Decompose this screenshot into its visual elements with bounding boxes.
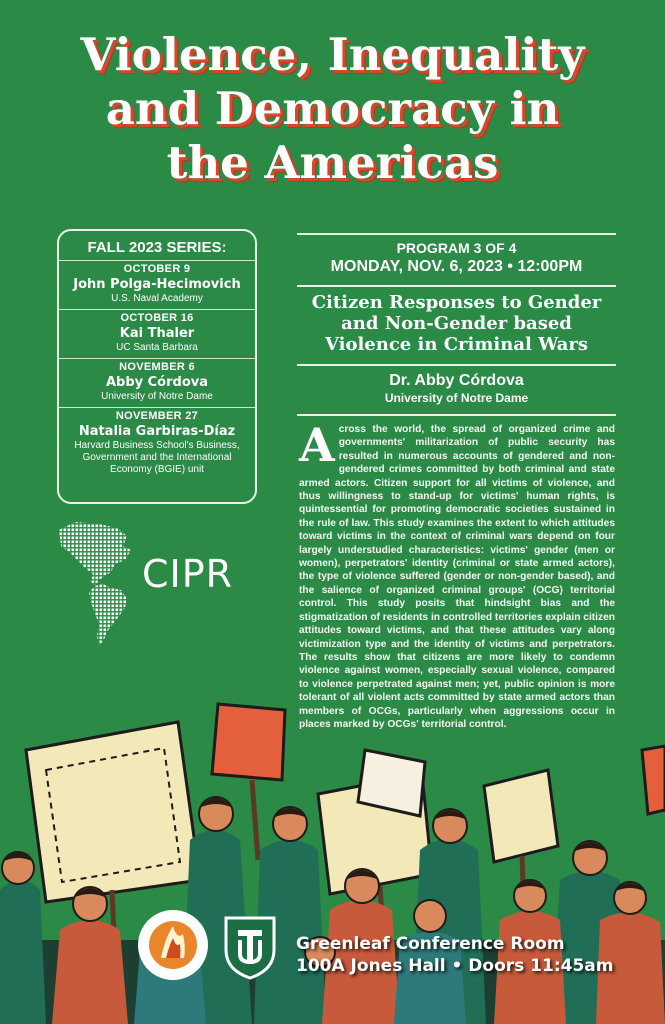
series-date: OCTOBER 16 [120, 312, 194, 324]
series-item [59, 309, 255, 358]
title-line-3: the Americas [166, 136, 499, 189]
series-affiliation: University of Notre Dame [101, 391, 213, 402]
tulane-shield-icon [222, 914, 278, 980]
series-speaker: Kai Thaler [119, 326, 195, 341]
program-number: PROGRAM 3 OF 4 [396, 240, 517, 256]
series-affiliation: U.S. Naval Academy [111, 293, 203, 304]
divider [297, 233, 616, 235]
title-line-1: Violence, Inequality [80, 28, 585, 81]
series-date: NOVEMBER 27 [115, 410, 199, 422]
speaker-name: Dr. Abby Córdova [389, 372, 524, 389]
program-info [297, 240, 616, 276]
protest-sign [26, 704, 665, 902]
series-date: NOVEMBER 6 [119, 361, 195, 373]
series-affiliation: Harvard Business School's Business, Government and the International Economy (BGIE) unit [74, 440, 240, 475]
abstract-text [299, 418, 615, 731]
title-line-2: and Democracy in [105, 82, 560, 135]
talk-title: Citizen Responses to Gender and Non-Gender based Violence in Criminal Wars [311, 292, 602, 355]
divider [297, 364, 616, 366]
speaker-affiliation: University of Notre Dame [384, 391, 529, 405]
series-speaker: John Polga-Hecimovich [73, 277, 241, 292]
series-date: OCTOBER 9 [123, 263, 191, 275]
program-datetime: MONDAY, NOV. 6, 2023 • 12:00PM [330, 258, 583, 275]
venue-info [296, 934, 656, 976]
speaker-block [297, 372, 616, 405]
stone-center-logo-icon [136, 908, 210, 982]
series-heading: FALL 2023 SERIES: [87, 239, 227, 256]
venue-location-time: 100A Jones Hall • Doors 11:45am [296, 956, 614, 976]
venue-room: Greenleaf Conference Room [296, 934, 565, 954]
cipr-logo-text: CIPR [142, 552, 234, 596]
abstract-dropcap: A [299, 418, 335, 472]
poster-title [0, 28, 665, 190]
series-item [59, 358, 255, 407]
series-speaker: Abby Córdova [105, 375, 209, 390]
series-schedule-box [57, 229, 257, 504]
series-item [59, 407, 255, 480]
abstract-body: cross the world, the spread of organized crime and governments' militarization of public security has resulted in numerous accounts of gendered and non-gendered crimes committed by both criminal and state armed actors. Citizen support for all victims of violence, and thus willingness to stand-up for victims' human rights, is quintessential for promoting democratic societies sustained in the rule of law. This study examines the extent to which attitudes toward victims in the context of criminal wars depend on four largely understudied characteristics: victims' gender (men or women), perpetrators' identity (criminal or state armed actors), the type of violence suffered (gender or non-gender based), and the salience of organized criminal groups' (OCG) territorial control. This study posits that hindsight bias and the stigmatization of residents in controlled territories explain citizen attitudes toward victims, and that these attitudes vary along victimization type and the identity of victims and perpetrators. The results show that citizens are more likely to condemn violence against women, especially sexual violence, compared to violence perpetrated against men; yet, public opinion is more tolerant of all violent acts committed by state armed actors than members of OCGs, particularly when aggressions occur in places marked by OCGs' territorial control. [299, 424, 615, 730]
divider [297, 285, 616, 287]
series-speaker: Natalia Garbiras-Díaz [78, 424, 236, 439]
series-item [59, 260, 255, 309]
divider [297, 414, 616, 416]
series-affiliation: UC Santa Barbara [116, 342, 198, 353]
